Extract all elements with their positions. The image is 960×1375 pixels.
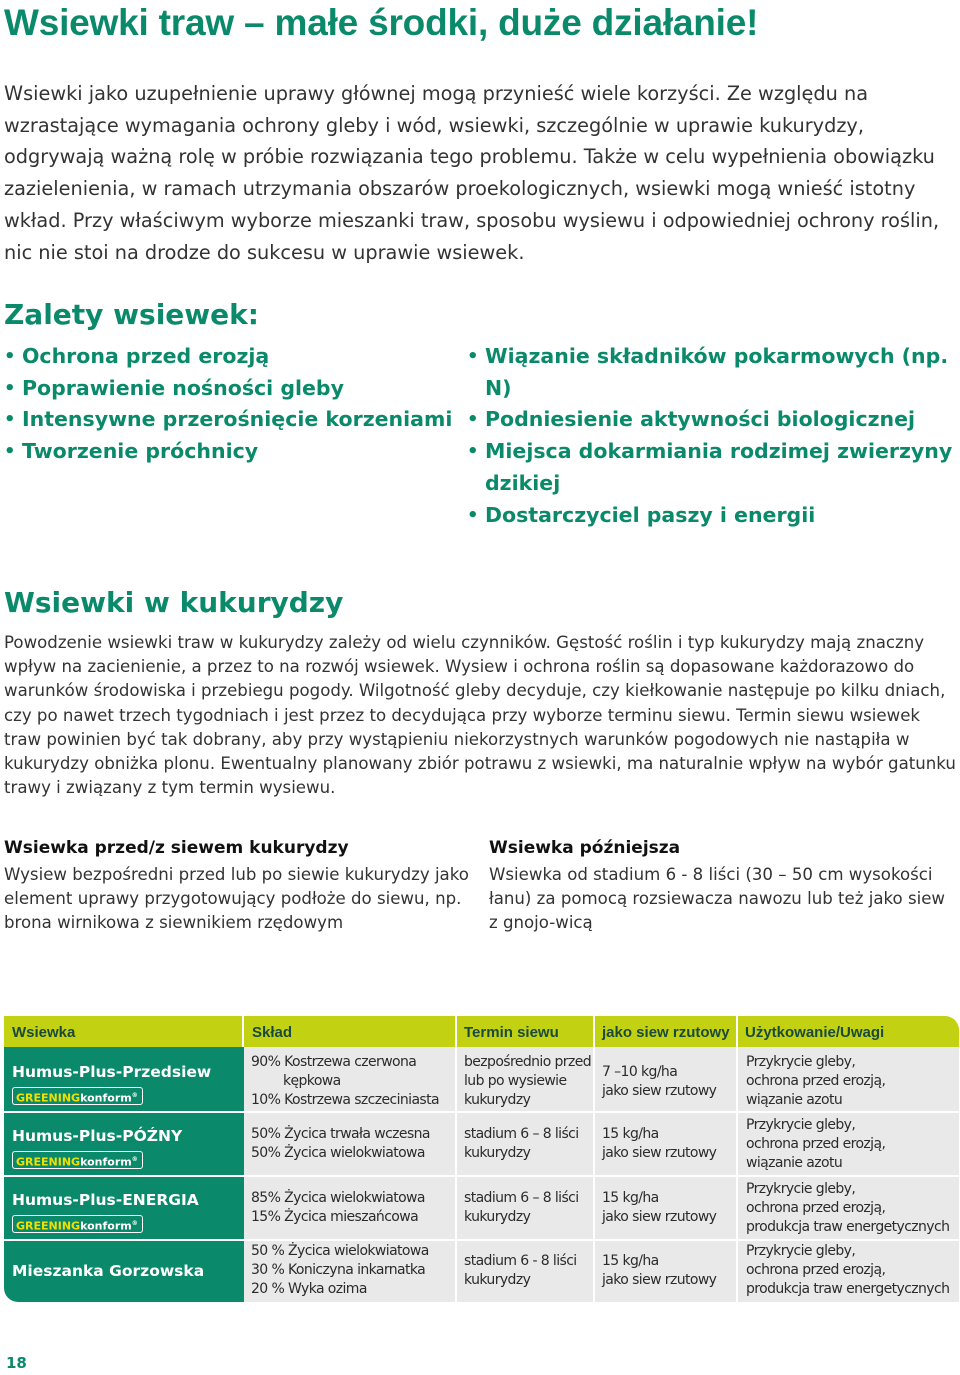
badge-mark: ® bbox=[131, 1092, 138, 1099]
mix-name: Mieszanka Gorzowska bbox=[12, 1262, 205, 1280]
badge-part2: konform bbox=[80, 1091, 132, 1105]
list-item: • Dostarczyciel paszy i energii bbox=[467, 500, 957, 532]
advantages-list-right bbox=[467, 341, 957, 531]
table-row bbox=[244, 1047, 959, 1111]
composition-line: 30 % Koniczyna inkarnatka bbox=[251, 1262, 426, 1278]
mix-name: Humus-Plus-Przedsiew bbox=[12, 1063, 212, 1081]
table-row-name-cell bbox=[4, 1113, 244, 1175]
usage-line: Przykrycie gleby, bbox=[746, 1054, 856, 1070]
usage-line: ochrona przed erozją, bbox=[746, 1262, 886, 1278]
badge-part1: GREENING bbox=[16, 1091, 81, 1105]
badge-mark: ® bbox=[131, 1220, 138, 1227]
maize-heading: Wsiewki w kukurydzy bbox=[4, 586, 344, 619]
badge-part2: konform bbox=[80, 1155, 132, 1169]
table-row bbox=[244, 1113, 959, 1175]
composition-line: 50% Życica wielokwiatowa bbox=[251, 1145, 425, 1161]
table-row bbox=[244, 1241, 959, 1302]
usage-line: ochrona przed erozją, bbox=[746, 1200, 886, 1216]
header-divider bbox=[736, 1016, 738, 1047]
sowing-term-line: kukurydzy bbox=[464, 1209, 531, 1225]
usage-line: Przykrycie gleby, bbox=[746, 1117, 856, 1133]
composition-line: 15% Życica mieszańcowa bbox=[251, 1209, 419, 1225]
list-item: • Podniesienie aktywności biologicznej bbox=[467, 404, 957, 436]
header-rzutowy: jako siew rzutowy bbox=[602, 1024, 730, 1041]
usage-line: wiązanie azotu bbox=[746, 1092, 843, 1108]
composition-line: 10% Kostrzewa szczeciniasta bbox=[251, 1092, 439, 1108]
header-uzytkowanie: Użytkowanie/Uwagi bbox=[745, 1024, 885, 1041]
list-item: • Ochrona przed erozją bbox=[4, 341, 454, 373]
list-item: • Poprawienie nośności gleby bbox=[4, 373, 454, 405]
sowing-term-line: bezpośrednio przed bbox=[464, 1054, 592, 1070]
composition-line: 90% Kostrzewa czerwona bbox=[251, 1054, 417, 1070]
composition-line: 20 % Wyka ozima bbox=[251, 1281, 367, 1297]
maize-paragraph: Powodzenie wsiewki traw w kukurydzy zależy od wielu czynników. Gęstość roślin i typ kukurydzy mają znaczny wpływ na zacienienie, a przez to na rozwój wsiewek. Wysiew i ochrona roślin są dopasowane każdorazowo do warunków środowiska i przebiegu pogody. Wilgotność gleby decyduje, czy kiełkowanie następuje po kilku dniach, czy po nawet trzech tygodniach i jest przez to decydująca przy wyborze terminu siewu. Termin siewu wsiewek traw powinien być tak dobrany, aby przy wystąpieniu niekorzystnych warunków pogodowych nie nastąpiła w kukurydzy obniżka plonu. Ewentualny planowany zbiór potrawu z wsiewki, ma naturalnie wpływ na wybór gatunku trawy i związany z tym termin wysiewu. bbox=[4, 633, 956, 798]
usage-line: ochrona przed erozją, bbox=[746, 1136, 886, 1152]
table-row-name-cell bbox=[4, 1241, 244, 1302]
header-divider bbox=[455, 1016, 457, 1047]
list-item: • Miejsca dokarmiania rodzimej zwierzyny dzikiej bbox=[467, 436, 957, 499]
intro-paragraph: Wsiewki jako uzupełnienie uprawy głównej mogą przynieść wiele korzyści. Ze względu na wzrastające wymagania ochrony gleby i wód, wsiewki, szczególnie w uprawie kukurydzy, odgrywają ważną rolę w próbie rozwiązania tego problemu. Także w celu wypełnienia obowiązku zazielenienia, w ramach utrzymania obszarów proekologicznych, wsiewki mogą wnieść istotny wkład. Przy właściwym wyborze mieszanki traw, sposobu wysiewu i odpowiedniej ochrony roślin, nic nie stoi na drodze do sukcesu w uprawie wsiewek. bbox=[4, 82, 940, 264]
badge-part1: GREENING bbox=[16, 1155, 81, 1169]
badge-mark: ® bbox=[131, 1156, 138, 1163]
advantages-heading: Zalety wsiewek: bbox=[4, 298, 259, 331]
table-header bbox=[4, 1016, 959, 1047]
broadcast-rate-line: 15 kg/ha bbox=[602, 1253, 659, 1269]
page-title: Wsiewki traw – małe środki, duże działanie! bbox=[4, 2, 759, 43]
list-item: • Tworzenie próchnicy bbox=[4, 436, 454, 468]
broadcast-rate-line: jako siew rzutowy bbox=[602, 1209, 717, 1225]
later-heading: Wsiewka późniejsza bbox=[489, 838, 681, 858]
header-wsiewka: Wsiewka bbox=[12, 1024, 76, 1041]
sowing-term-line: stadium 6 – 8 liści bbox=[464, 1190, 579, 1206]
before-paragraph: Wysiew bezpośredni przed lub po siewie kukurydzy jako element uprawy przygotowujący podłoże do siewu, np. brona wirnikowa z siewnikiem rzędowym bbox=[4, 865, 469, 933]
broadcast-rate-line: 15 kg/ha bbox=[602, 1190, 659, 1206]
column-divider bbox=[455, 1047, 457, 1302]
header-sklad: Skład bbox=[252, 1024, 293, 1041]
badge-part2: konform bbox=[80, 1219, 132, 1233]
broadcast-rate-line: 15 kg/ha bbox=[602, 1126, 659, 1142]
table-row-name-cell bbox=[4, 1177, 244, 1239]
usage-line: produkcja traw energetycznych bbox=[746, 1281, 950, 1297]
header-termin: Termin siewu bbox=[464, 1024, 559, 1041]
broadcast-rate-line: jako siew rzutowy bbox=[602, 1272, 717, 1288]
table-row-name-cell bbox=[4, 1047, 244, 1111]
later-paragraph: Wsiewka od stadium 6 - 8 liści (30 – 50 cm wysokości łanu) za pomocą rozsiewacza nawozu lub też jako siew z gnojo-wicą bbox=[489, 865, 945, 933]
usage-line: Przykrycie gleby, bbox=[746, 1181, 856, 1197]
advantages-list-left bbox=[4, 341, 454, 468]
sowing-term-line: kukurydzy bbox=[464, 1272, 531, 1288]
sowing-term-line: stadium 6 - 8 liści bbox=[464, 1253, 577, 1269]
composition-line: 50% Życica trwała wczesna bbox=[251, 1126, 430, 1142]
greening-badge bbox=[12, 1215, 143, 1233]
sowing-term-line: kukurydzy bbox=[464, 1145, 531, 1161]
header-divider bbox=[242, 1016, 244, 1047]
usage-line: produkcja traw energetycznych bbox=[746, 1219, 950, 1235]
badge-part1: GREENING bbox=[16, 1219, 81, 1233]
usage-line: wiązanie azotu bbox=[746, 1155, 843, 1171]
sowing-term-line: lub po wysiewie bbox=[464, 1073, 567, 1089]
table-row bbox=[244, 1177, 959, 1239]
sowing-term-line: kukurydzy bbox=[464, 1092, 531, 1108]
seed-mix-table bbox=[4, 1016, 959, 1302]
header-divider bbox=[593, 1016, 595, 1047]
broadcast-rate-line: jako siew rzutowy bbox=[602, 1145, 717, 1161]
greening-badge bbox=[12, 1087, 143, 1105]
before-heading: Wsiewka przed/z siewem kukurydzy bbox=[4, 838, 349, 858]
composition-line: 85% Życica wielokwiatowa bbox=[251, 1190, 425, 1206]
broadcast-rate-line: 7 –10 kg/ha bbox=[602, 1064, 678, 1080]
mix-name: Humus-Plus-PÓŹNY bbox=[12, 1127, 183, 1145]
usage-line: ochrona przed erozją, bbox=[746, 1073, 886, 1089]
column-divider bbox=[736, 1047, 738, 1302]
sowing-term-line: stadium 6 – 8 liści bbox=[464, 1126, 579, 1142]
list-item: • Wiązanie składników pokarmowych (np. N) bbox=[467, 341, 957, 404]
broadcast-rate-line: jako siew rzutowy bbox=[602, 1083, 717, 1099]
composition-line: kępkowa bbox=[283, 1073, 341, 1089]
page-number: 18 bbox=[6, 1354, 27, 1372]
list-item: • Intensywne przerośnięcie korzeniami bbox=[4, 404, 454, 436]
usage-line: Przykrycie gleby, bbox=[746, 1243, 856, 1259]
column-divider bbox=[593, 1047, 595, 1302]
greening-badge bbox=[12, 1151, 143, 1169]
composition-line: 50 % Życica wielokwiatowa bbox=[251, 1243, 429, 1259]
mix-name: Humus-Plus-ENERGIA bbox=[12, 1191, 199, 1209]
